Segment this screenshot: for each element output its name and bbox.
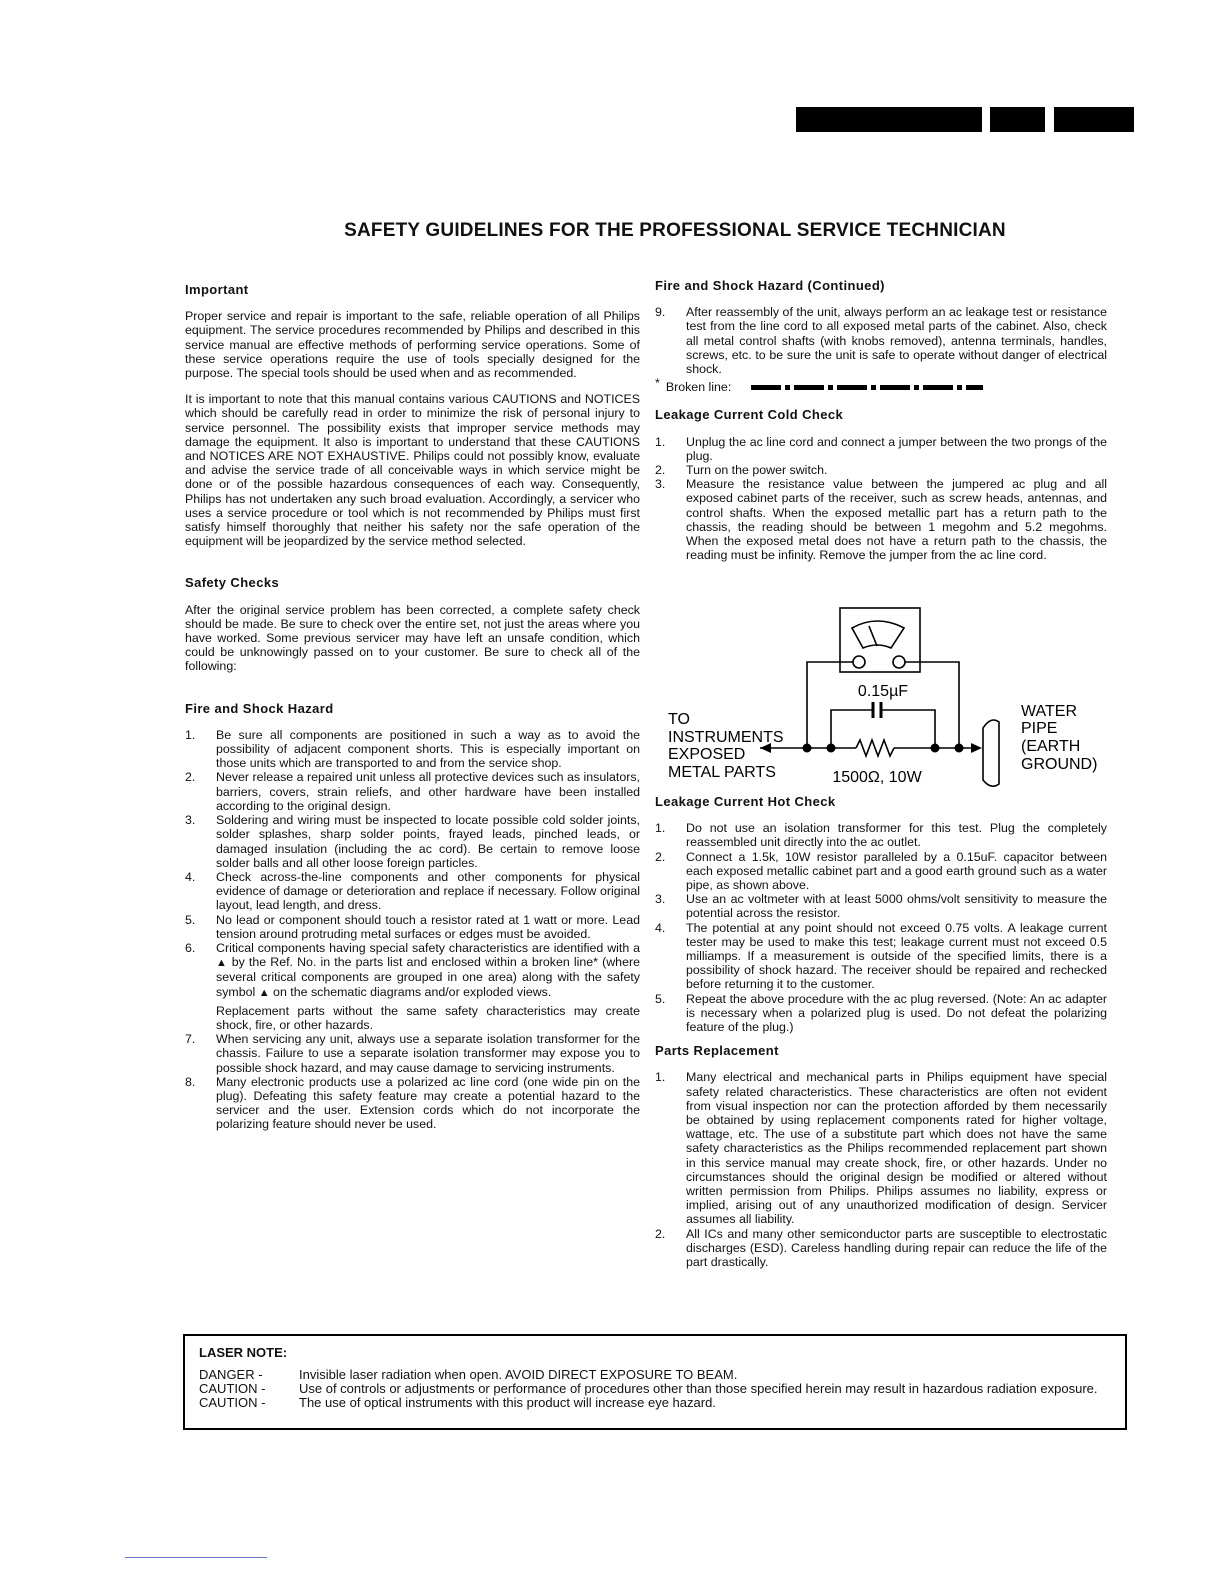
important-paragraph-2: It is important to note that this manual contains various CAUTIONS and NOTICES which should be carefully read in order to minimize the risk of personal injury to service personnel. The possibility exists that improper service methods may damage the equipment. It also is important to understand that these CAUTIONS and NOTICES ARE NOT EXHAUSTIVE. Philips could not possibly know, evaluate and advise the service trade of all conceivable ways in which service might be done or of the possible hazardous consequences of each way. Consequently, Philips has not undertaken any such broad evaluation. Accordingly, a servicer who uses a service procedure or tool which is not recommended by Philips must first satisfy himself thoroughly that neither his safety nor the safe operation of the equipment will be jeopardized by the service method selected. [185,392,640,549]
right-label-line: PIPE [1021,720,1058,737]
parts-replacement-heading: Parts Replacement [655,1043,779,1059]
broken-line-legend: * Broken line: [655,380,1107,394]
footer-rule [125,1557,267,1558]
fire-shock-list [185,728,640,1132]
right-column-top [655,279,1107,572]
laser-note-box [183,1334,1127,1430]
warning-triangle-icon: ▲ [216,957,228,970]
fire-shock-continued-heading: Fire and Shock Hazard (Continued) [655,278,885,293]
broken-line-label: Broken line: [665,380,732,395]
right-column-bottom [655,795,1107,1279]
left-label-line: TO [668,711,690,728]
list-item: 4. The potential at any point should not exceed 0.75 volts. A leakage current tester may be used to make this test; leakage current must not exceed 0.5 milliamps. If a measurement is outside of the specified limits, there is a possibility of shock hazard. The receiver should be repaired and rechecked before returning it to the customer. [655,920,1107,992]
laser-note-row: CAUTION - Use of controls or adjustments or performance of procedures other than those specified herein may result in hazardous radiation exposure. [199,1381,1098,1396]
right-label-line: (EARTH [1021,738,1081,755]
list-item: 4. Check across-the-line components and other components for physical evidence of damage or deterioration and replace if necessary. Follow original layout, lead length, and dress. [185,869,640,913]
header-bar-2 [990,107,1045,132]
list-item: 3. Soldering and wiring must be inspected to locate possible cold solder joints, solder splashes, sharp solder points, frayed leads, pinched leads, or damaged insulation (including the ac cord). Be certain to remove loose solder balls and all other loose foreign particles. [185,813,640,870]
safety-checks-heading: Safety Checks [185,575,280,591]
left-label-line: INSTRUMENTS [668,729,784,746]
list-item: 7. When servicing any unit, always use a separate isolation transformer for the chassis. Failure to use a separate isolation transformer may expose you to possible shock hazard, and may cause damage to servicing instruments. [185,1032,640,1075]
fire-shock-continued-list [655,305,1107,376]
list-item: 2. Never release a repaired unit unless all protective devices such as insulators, barriers, covers, strain reliefs, and other hardware have been installed according to the original design. [185,770,640,813]
laser-note-title: LASER NOTE: [199,1345,288,1360]
list-item: 9. After reassembly of the unit, always perform an ac leakage test or resistance test from the line cord to all exposed metal parts of the cabinet. Also, check all metal control shafts (with knobs removed), antenna terminals, handles, screws, etc. to be sure the unit is safe to operate without danger of electrical shock. [655,305,1107,377]
important-heading: Important [185,282,249,297]
list-item: 3. Measure the resistance value between the jumpered ac plug and all exposed cabinet parts of the receiver, such as screw heads, antennas, and control shafts. When the exposed metallic part has a return path to the chassis, the reading should be between 1 megohm and 5.2 megohms. When the exposed metal does not have a return path to the chassis, the reading must be infinity. Remove the jumper from the ac line cord. [655,477,1107,563]
parts-replacement-list [655,1070,1107,1269]
resistor-label: 1500Ω, 10W [832,769,922,786]
hot-check-list [655,821,1107,1034]
hot-check-heading: Leakage Current Hot Check [655,794,836,809]
fire-shock-heading: Fire and Shock Hazard [185,700,334,716]
list-item: 1. Many electrical and mechanical parts in Philips equipment have special safety related characteristics. These characteristics are often not evident from visual inspection nor can the protection afforded by them necessarily be obtained by using replacement components rated for higher voltage, wattage, etc. The use of a substitute part which does not have the same safety characteristics as the Philips recommended replacement part shown in this service manual may create shock, fire, or other hazards. Under no circumstances should the original design be modified or altered without written permission from Philips. Philips assumes no liability, express or implied, arising out of any unauthorized modification of design. Servicer assumes all liability. [655,1070,1107,1227]
cold-check-list [655,435,1107,563]
left-label-line: METAL PARTS [668,764,776,781]
list-item: 6. Critical components having special safety characteristics are identified with a ▲ by the Ref. No. in the parts list and enclosed within a broken line* (where several critical components are grouped in one area) along with the safety symbol ▲ on the schematic diagrams and/or exploded views. Replacement parts without the same safety characteristics may create shock, fire, or other hazards. [185,940,640,1032]
list-item: 3. Use an ac voltmeter with at least 5000 ohms/volt sensitivity to measure the potential across the resistor. [655,892,1107,921]
list-item: 1. Do not use an isolation transformer for this test. Plug the completely reassembled unit directly into the ac outlet. [655,821,1107,850]
laser-note-row: CAUTION - The use of optical instruments with this product will increase eye hazard. [199,1395,716,1410]
left-label-line: EXPOSED [668,746,746,763]
important-paragraph-1: Proper service and repair is important to the safe, reliable operation of all Philips equipment. The service procedures recommended by Philips and described in this service manual are effective methods of performing service operations. Some of these service operations require the use of tools specially designed for the purpose. The special tools should be used when and as recommended. [185,309,640,381]
list-item: 2. All ICs and many other semiconductor parts are susceptible to electrostatic discharges (ESD). Careless handling during repair can reduce the life of the part drastically. [655,1226,1107,1270]
cold-check-heading: Leakage Current Cold Check [655,407,844,423]
laser-note-row: DANGER - Invisible laser radiation when open. AVOID DIRECT EXPOSURE TO BEAM. [199,1367,738,1382]
capacitor-label: 0.15µF [857,683,909,700]
header-bar-3 [1054,107,1134,132]
leakage-test-diagram [655,604,1125,792]
right-label-line: WATER [1021,703,1077,720]
list-item: 8. Many electronic products use a polarized ac line cord (one wide pin on the plug). Defeating this safety feature may create a potential hazard to the servicer and the user. Extension cords which do not incorporate the polarizing feature should never be used. [185,1074,640,1132]
meter-dial-icon [852,621,904,648]
list-item: 1. Be sure all components are positioned in such a way as to avoid the possibility of adjacent component shorts. This is especially important on those units which are transported to and from the service shop. [185,727,640,771]
resistor-symbol [856,740,894,756]
warning-triangle-icon: ▲ [258,986,270,999]
meter-terminal-left [853,656,865,668]
right-label-line: GROUND) [1021,756,1098,773]
list-item: 2. Connect a 1.5k, 10W resistor paralleled by a 0.15uF. capacitor between each exposed metallic cabinet part and a good earth ground such as a water pipe, as shown above. [655,849,1107,893]
left-column [185,283,640,1132]
list-item: 2. Turn on the power switch. [655,463,828,478]
meter-terminal-right [893,656,905,668]
safety-checks-paragraph: After the original service problem has been corrected, a complete safety check should be made. Be sure to check over the entire set, not just the areas where you have worked. Some previous servicer may have left an unsafe condition, which could be unknowingly passed on to your customer. Be sure to check all of the following: [185,602,640,674]
list-item: 1. Unplug the ac line cord and connect a jumper between the two prongs of the plug. [655,434,1107,463]
item-6-note: Replacement parts without the same safety characteristics may create shock, fire, or other hazards. [216,1003,640,1032]
header-bar-1 [796,107,982,132]
broken-line-sample [751,385,983,390]
list-item: 5. Repeat the above procedure with the ac plug reversed. (Note: An ac adapter is necessary when a polarized plug is used. Do not defeat the polarizing feature of the plug.) [655,991,1107,1035]
water-pipe-icon [983,720,999,786]
page-title: SAFETY GUIDELINES FOR THE PROFESSIONAL SERVICE TECHNICIAN [344,220,1006,241]
list-item: 5. No lead or component should touch a resistor rated at 1 watt or more. Lead tension around protruding metal surfaces or edges must be avoided. [185,912,640,941]
